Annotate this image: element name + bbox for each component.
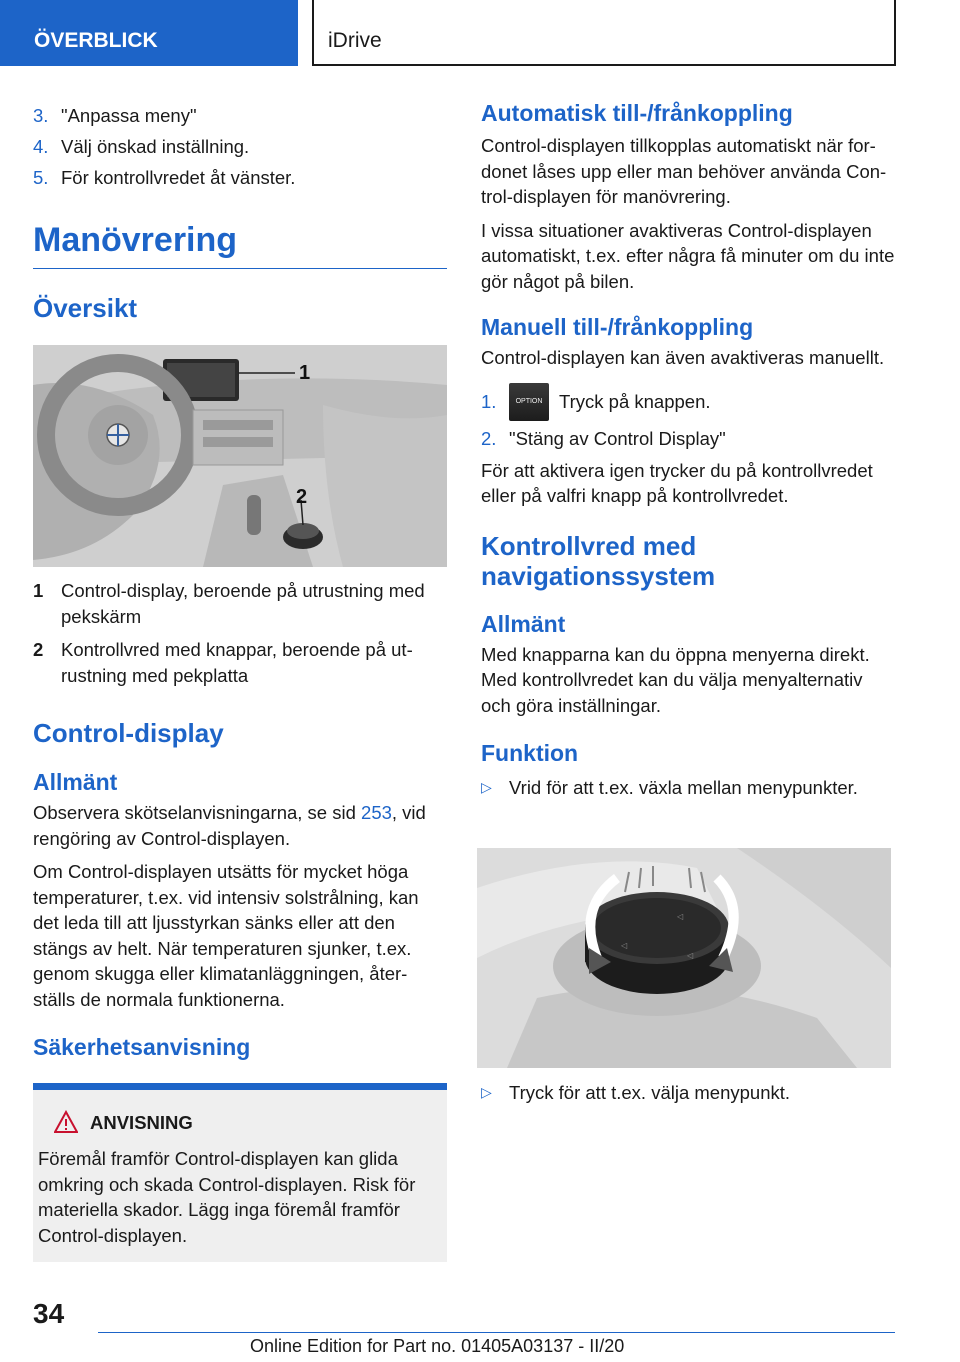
heading-control-display: Control-display [33, 718, 224, 748]
paragraph-auto-2: I vissa situationer avaktiveras Control-displayen automatiskt, t.ex. efter några få minuter om du inte gör något på bilen. [481, 219, 895, 292]
legend-text: Kontrollvred med knappar, beroende på ut-rustning med pekplatta [61, 639, 413, 686]
heading-sakerhetsanvisning: Säkerhetsanvisning [33, 1034, 251, 1060]
heading-manuell: Manuell till-/frånkoppling [481, 314, 754, 340]
callout-1: 1 [299, 362, 311, 384]
paragraph-temperatur: Om Control-displayen utsätts för mycket höga temperaturer, t.ex. vid intensiv solstrålning, kan det leda till att ljusstyrkan sänks eller att den stängs av helt. När temperaturen sjunker, t.ex. genom skugga eller klimatanläggningen, åter-ställs de normala funktionerna. [33, 861, 419, 1010]
warning-title: ANVISNING [90, 1112, 193, 1133]
step-3 [33, 100, 447, 131]
bullet-text: Vrid för att t.ex. växla mellan menypunkter. [509, 777, 858, 798]
control-arrow-icon: ◁ [687, 951, 694, 960]
footer-edition: Online Edition for Part no. 01405A03137 - II/20 [250, 1336, 625, 1356]
legend-key: 1 [33, 580, 44, 601]
text: Observera skötselanvisningarna, se sid [33, 802, 362, 823]
cockpit-drawing [33, 345, 447, 567]
bullet-text: Tryck för att t.ex. välja menypunkt. [509, 1082, 791, 1103]
warning-title-row [38, 1110, 437, 1136]
callout-2: 2 [296, 486, 308, 508]
heading-allmant-right: Allmänt [481, 610, 566, 637]
topic-tab: iDrive [312, 0, 896, 66]
image-legend [33, 578, 447, 696]
controller-illustration [477, 848, 891, 1068]
legend-text: Control-display, beroende på utrustning med pekskärm [61, 580, 425, 627]
page-link-253[interactable]: 253 [361, 802, 392, 823]
option-button-icon: OPTION [509, 383, 549, 421]
control-arrow-icon: ◁ [677, 912, 684, 921]
triangle-bullet-icon: ▷ [481, 779, 492, 795]
heading-kontrollvred: Kontrollvred med navigationssystem [481, 530, 716, 591]
paragraph-manuell: Control-displayen kan även avaktiveras manuellt. [481, 347, 885, 368]
cockpit-illustration [33, 345, 447, 567]
step-number: 4. [33, 136, 49, 157]
step-2 [481, 423, 895, 454]
paragraph-allmant-right: Med knapparna kan du öppna menyerna direkt. Med kontrollvredet kan du välja menyalternativ och göra inställningar. [481, 643, 870, 716]
step-number: 2. [481, 427, 497, 449]
step-number: 1. [481, 391, 497, 412]
bullet-tryck [481, 1080, 895, 1106]
right-column [481, 100, 895, 801]
heading-manovrering: Manövrering [33, 221, 447, 269]
bullet-vrid [481, 775, 895, 801]
step-4 [33, 131, 447, 162]
left-column [33, 100, 447, 324]
step-number: 3. [33, 105, 49, 126]
paragraph-aktivera: För att aktivera igen trycker du på kontrollvredet eller på valfri knapp på kontrollvredet. [481, 459, 873, 506]
step-text: Välj önskad inställning. [61, 136, 250, 157]
triangle-bullet-icon: ▷ [481, 1084, 492, 1100]
page-header [0, 0, 960, 66]
step-text: Tryck på knappen. [559, 391, 711, 412]
step-5 [33, 162, 447, 193]
step-1 [481, 383, 895, 421]
paragraph-auto-1: Control-displayen tillkopplas automatiskt när for-donet låses upp eller man behöver använda Con-trol-displayen för manövrering. [481, 135, 887, 207]
heading-oversikt: Översikt [33, 293, 138, 323]
heading-funktion: Funktion [481, 740, 579, 766]
section-tab: ÖVERBLICK [0, 0, 298, 66]
legend-item-1 [33, 578, 447, 629]
text: , vid rengöring av Control-displayen. [33, 802, 426, 849]
step-text: "Stäng av Control Display" [509, 427, 726, 449]
warning-text: Föremål framför Control-displayen kan glida omkring och skada Control-displayen. Risk för materiella skador. Lägg inga föremål framför Control-displayen. [38, 1148, 416, 1246]
legend-key: 2 [33, 639, 44, 660]
heading-allmant: Allmänt [33, 769, 118, 795]
warning-box [33, 1083, 447, 1262]
controller-drawing [477, 848, 891, 1068]
page-number: 34 [33, 1298, 65, 1329]
step-text: För kontrollvredet åt vänster. [61, 167, 296, 188]
control-display-section [33, 718, 447, 1061]
step-text: "Anpassa meny" [61, 105, 197, 126]
step-number: 5. [33, 167, 49, 188]
control-arrow-icon: ◁ [621, 941, 628, 950]
paragraph-skotsel [33, 800, 447, 851]
legend-item-2 [33, 637, 447, 688]
warning-icon [54, 1110, 78, 1134]
heading-automatisk: Automatisk till-/frånkoppling [481, 100, 793, 126]
